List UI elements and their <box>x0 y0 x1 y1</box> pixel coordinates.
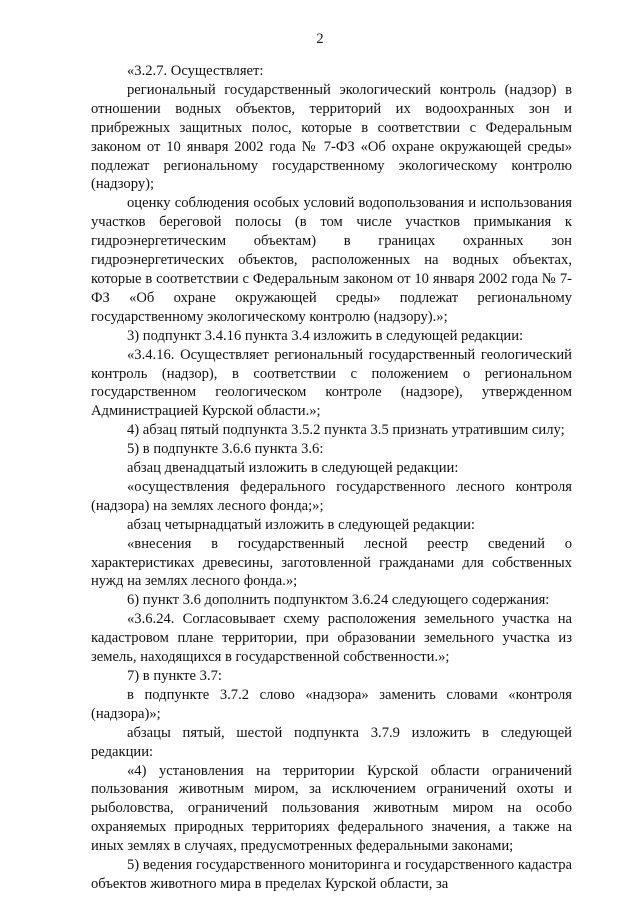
paragraph-3-7-2: в подпункте 3.7.2 слово «надзора» заменить словами «контроля (надзора)»; <box>91 686 572 722</box>
paragraph-regional-ecological-control: региональный государственный экологический контроль (надзор) в отношении водных объектов, территорий их водоохранных зон и прибрежных защитных полос, которые в соответствии с Федеральным законом от 10 января 2002 года № 7-ФЗ «Об охране окружающей среды» подлежат региональному государственному экологическому контролю (надзору); <box>91 81 572 193</box>
page-number: 2 <box>316 31 324 47</box>
paragraph-item-3: 3) подпункт 3.4.16 пункта 3.4 изложить в следующей редакции: <box>127 327 524 344</box>
paragraph-wildlife-restrictions: «4) установления на территории Курской области ограничений пользования животным миром, за исключением ограничений охоты и рыболовства, ограничений пользования животным миром на особо охраняемых природных территориях федерального значения, а также на иных землях в случаях, предусмотренных федеральными законами; <box>91 762 572 855</box>
paragraph-item-4: 4) абзац пятый подпункта 3.5.2 пункта 3.5 признать утратившим силу; <box>127 422 565 439</box>
paragraph-item-5: 5) в подпункте 3.6.6 пункта 3.6: <box>127 441 324 458</box>
paragraph-water-use-assessment: оценку соблюдения особых условий водопользования и использования участков береговой полосы (в том числе участков примыкания к гидроэнергетическим объектам) в границах охранных зон гидроэнергетических объектов, расположенных на водных объектах, которые в соответствии с Федеральным законом от 10 января 2002 года № 7-ФЗ «Об охране окружающей среды» подлежат региональному государственному экологическому контролю (надзору).»; <box>91 195 572 325</box>
paragraph-3-4-16: «3.4.16. Осуществляет региональный государственный геологический контроль (надзор), в соответствии с положением о региональном государственном геологическом контроле (надзоре), утвержденном Администрацией Курской области.»; <box>91 346 572 420</box>
paragraph-forest-control: «осуществления федерального государственного лесного контроля (надзора) на землях лесного фонда;»; <box>91 478 572 514</box>
paragraph-wildlife-monitoring: 5) ведения государственного мониторинга и государственного кадастра объектов животного мира в пределах Курской области, за <box>91 857 572 892</box>
paragraph-3-7-9: абзацы пятый, шестой подпункта 3.7.9 изложить в следующей редакции: <box>91 724 572 760</box>
paragraph-3-6-24: «3.6.24. Согласовывает схему расположения земельного участка на кадастровом плане территории, при образовании земельного участка из земель, находящихся в государственной собственности.»; <box>91 611 572 666</box>
document-body <box>91 62 572 894</box>
paragraph-forest-registry: «внесения в государственный лесной реестр сведений о характеристиках древесины, заготовленной гражданами для собственных нужд на землях лесного фонда.»; <box>91 535 572 590</box>
paragraph-item-7: 7) в пункте 3.7: <box>127 668 222 684</box>
paragraph-twelfth-abzac: абзац двенадцатый изложить в следующей редакции: <box>127 460 459 477</box>
paragraph-item-6: 6) пункт 3.6 дополнить подпунктом 3.6.24 следующего содержания: <box>127 592 550 609</box>
paragraph-fourteenth-abzac: абзац четырнадцатый изложить в следующей редакции: <box>127 516 475 533</box>
paragraph-3-2-7-heading: «3.2.7. Осуществляет: <box>127 63 264 79</box>
